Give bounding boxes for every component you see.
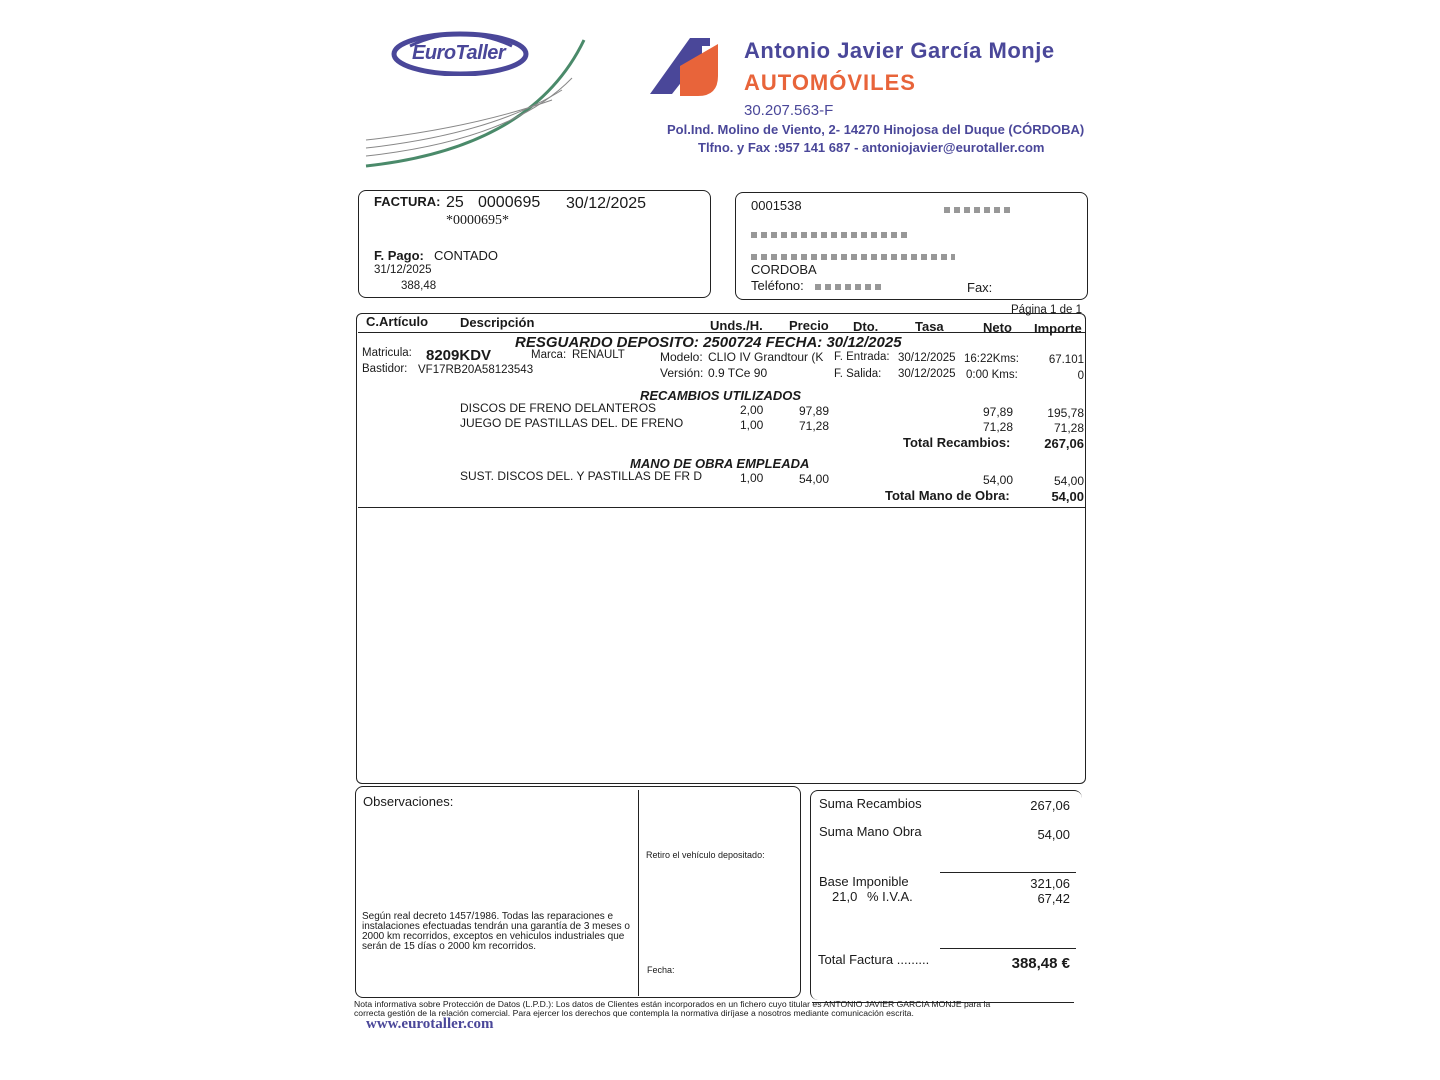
redacted-text — [944, 207, 1012, 213]
matricula-value: 8209KDV — [426, 347, 492, 364]
company-subtitle: AUTOMÓVILES — [744, 70, 916, 95]
company-contact: Tlfno. y Fax :957 141 687 - antoniojavier@eurotaller.com — [698, 140, 1045, 155]
invoice-number: 0000695 — [478, 194, 541, 211]
base-separator — [940, 872, 1076, 873]
base-label: Base Imponible — [819, 874, 909, 889]
entrada-date: 30/12/2025 — [898, 352, 956, 364]
redacted-text — [815, 284, 881, 290]
total-recambios: 267,06 — [1044, 436, 1084, 451]
invoice-barcode-text: *0000695* — [446, 213, 509, 228]
col-desc: Descripción — [460, 315, 535, 330]
pago-label: F. Pago: — [374, 248, 424, 263]
retiro-label: Retiro el vehículo depositado: — [646, 850, 765, 860]
line-desc: DISCOS DE FRENO DELANTEROS — [460, 401, 657, 415]
version-label: Versión: — [660, 366, 704, 380]
line-neto: 97,89 — [982, 405, 1013, 419]
iva-value: 67,42 — [1037, 891, 1070, 906]
factura-label: FACTURA: — [374, 194, 441, 209]
client-fax-label: Fax: — [967, 280, 993, 295]
redacted-text — [751, 232, 907, 238]
line-price: 54,00 — [799, 472, 830, 486]
due-date: 31/12/2025 — [374, 264, 432, 276]
guarantee-text: Según real decreto 1457/1986. Todas las reparaciones e instalaciones efectuadas tendrán una garantía de 3 meses o 2000 km recorridos, exceptos en vehiculos industriales que serán de 15 días o 2000 km recorridos. — [362, 911, 630, 952]
eurotaller-logo-text: EuroTaller — [412, 42, 506, 64]
line-units: 1,00 — [740, 471, 764, 485]
col-tasa: Tasa — [915, 319, 944, 334]
total-mano-obra: 54,00 — [1051, 489, 1084, 504]
matricula-label: Matricula: — [362, 347, 412, 359]
line-desc: SUST. DISCOS DEL. Y PASTILLAS DE FR D — [460, 469, 703, 483]
website-link[interactable]: www.eurotaller.com — [366, 1016, 494, 1032]
col-dto: Dto. — [853, 319, 879, 334]
due-amount: 388,48 — [401, 280, 437, 292]
iva-rate: 21,0 — [832, 889, 858, 904]
col-code: C.Artículo — [366, 314, 429, 329]
salida-time: 0:00 Kms: — [966, 369, 1018, 381]
deposit-title: RESGUARDO DEPOSITO: 2500724 FECHA: 30/12/2025 — [515, 334, 902, 351]
col-price: Precio — [789, 318, 829, 333]
col-units: Unds./H. — [710, 318, 763, 333]
company-address: Pol.Ind. Molino de Viento, 2- 14270 Hinojosa del Duque (CÓRDOBA) — [667, 122, 1085, 137]
line-desc: JUEGO DE PASTILLAS DEL. DE FRENO — [460, 416, 684, 430]
entrada-label: F. Entrada: — [834, 351, 890, 363]
line-price: 97,89 — [799, 404, 830, 418]
client-city: CORDOBA — [751, 262, 817, 277]
line-importe: 71,28 — [1053, 421, 1084, 435]
suma-recambios: 267,06 — [1030, 798, 1070, 813]
company-name: Antonio Javier García Monje — [744, 38, 1055, 63]
bastidor-label: Bastidor: — [362, 363, 408, 375]
salida-kms: 0 — [1077, 370, 1084, 382]
invoice-lines-box — [356, 313, 1086, 784]
bastidor-value: VF17RB20A58123543 — [418, 364, 534, 376]
line-importe: 54,00 — [1053, 474, 1084, 488]
total-mano-obra-label: Total Mano de Obra: — [885, 488, 1010, 503]
entrada-time: 16:22Kms: — [964, 353, 1019, 365]
col-neto: Neto — [983, 320, 1012, 335]
salida-label: F. Salida: — [834, 368, 882, 380]
footer-divider — [638, 790, 639, 996]
line-units: 1,00 — [740, 418, 764, 432]
total-factura-label: Total Factura ......... — [818, 952, 930, 967]
line-neto: 71,28 — [982, 420, 1013, 434]
mano-obra-title: MANO DE OBRA EMPLEADA — [630, 456, 810, 471]
line-neto: 54,00 — [982, 473, 1013, 487]
marca-value: RENAULT — [572, 349, 625, 361]
observaciones-label: Observaciones: — [363, 794, 454, 809]
line-units: 2,00 — [740, 403, 764, 417]
client-code: 0001538 — [751, 198, 802, 213]
salida-date: 30/12/2025 — [898, 368, 956, 380]
recambios-title: RECAMBIOS UTILIZADOS — [640, 388, 802, 403]
col-importe: Importe — [1034, 321, 1082, 336]
entrada-kms: 67.101 — [1048, 354, 1084, 366]
total-separator — [940, 948, 1076, 949]
page-number: Página 1 de 1 — [1011, 304, 1082, 316]
suma-mano-label: Suma Mano Obra — [819, 824, 922, 839]
invoice-serie: 25 — [446, 194, 464, 211]
suma-mano: 54,00 — [1037, 827, 1070, 842]
suma-recambios-label: Suma Recambios — [819, 796, 922, 811]
base-value: 321,06 — [1030, 876, 1070, 891]
line-importe: 195,78 — [1047, 406, 1084, 420]
marca-label: Marca: — [531, 349, 567, 361]
company-nif: 30.207.563-F — [744, 102, 834, 119]
total-factura: 388,48 € — [1011, 955, 1070, 972]
legal-notice: Nota informativa sobre Protección de Datos (L.P.D.): Los datos de Clientes están incorporados en un fichero cuyo titular es ANTONIO JAVIER GARCIA MONJE para la correcta gestión de la relación comercial. Para ejercer los derechos que contempla la normativa diríjase a nosotros mediante comunicación escrita. — [354, 999, 991, 1018]
aj-logo-icon — [650, 36, 722, 98]
client-phone-label: Teléfono: — [751, 278, 804, 293]
pago-value: CONTADO — [434, 248, 499, 263]
line-price: 71,28 — [799, 419, 830, 433]
observaciones-box — [355, 786, 801, 998]
redacted-text — [751, 254, 955, 260]
content-separator — [358, 507, 1085, 508]
iva-label: % I.V.A. — [867, 889, 913, 904]
swoosh-graphic — [362, 38, 592, 170]
invoice-date: 30/12/2025 — [566, 195, 647, 212]
modelo-value: CLIO IV Grandtour (K — [708, 350, 824, 364]
modelo-label: Modelo: — [660, 350, 703, 364]
total-recambios-label: Total Recambios: — [903, 435, 1011, 450]
fecha-label: Fecha: — [647, 965, 675, 975]
version-value: 0.9 TCe 90 — [708, 366, 768, 380]
